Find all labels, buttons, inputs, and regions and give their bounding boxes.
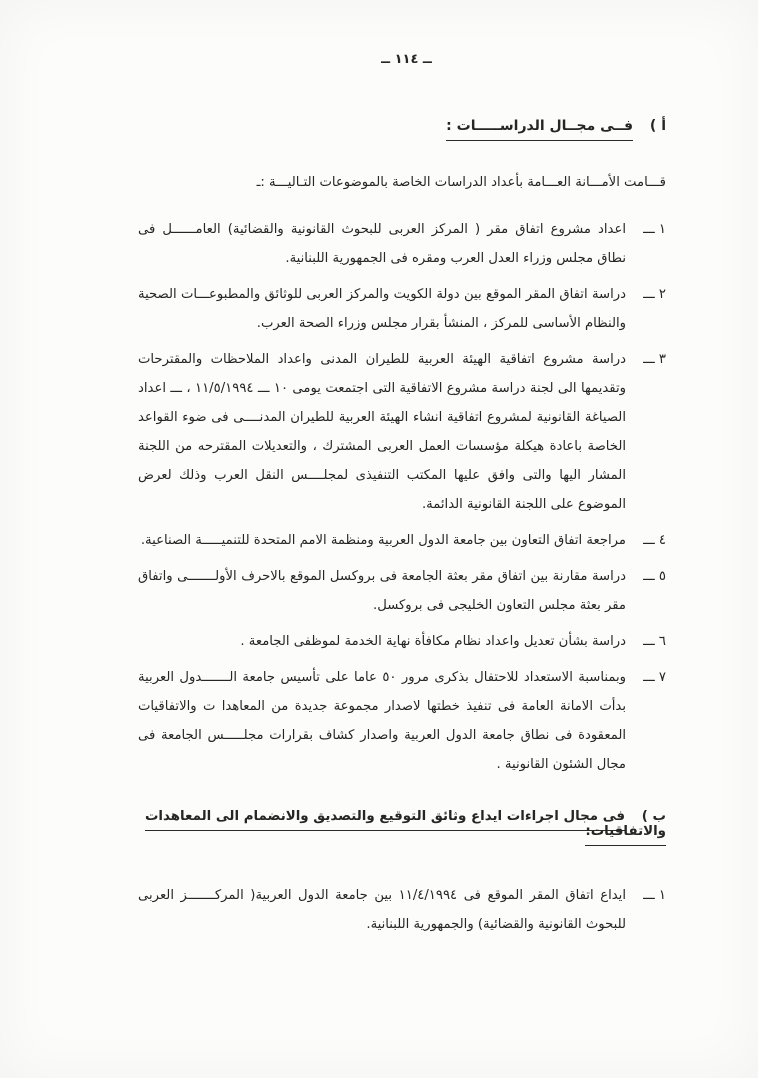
page-content [138,118,666,946]
list-item [138,562,666,620]
item-text: دراسة بشأن تعديل واعداد نظام مكافأة نهاية الخدمة لموظفى الجامعة . [240,634,626,649]
list-item [138,627,666,656]
list-item [138,280,666,338]
section-a-heading [138,118,666,134]
section-a-heading-prefix: أ ) [649,118,666,134]
section-a-heading-title: فــى مجــال الدراســـــات : [446,118,633,141]
section-b-heading-prefix: ب ) [641,809,666,824]
item-number: ٥ ـــ [643,569,666,584]
item-text: اعداد مشروع اتفاق مقر ( المركز العربى للبحوث القانونية والقضائية) العامــــــل فى نطاق مجلس وزراء العدل العرب ومقره فى الجمهورية اللبنانية. [138,222,626,266]
list-item [138,215,666,273]
section-studies [138,118,666,779]
item-text: دراسة اتفاق المقر الموقع بين دولة الكويت والمركز العربى للوثائق والمطبوعـــات الصحية والنظام الأساسى للمركز ، المنشأ بقرار مجلس وزراء الصحة العرب. [138,287,626,331]
section-b-items [138,881,666,939]
section-a-items [138,215,666,779]
list-item [138,345,666,519]
item-number: ١ ـــ [643,222,666,237]
item-number: ٤ ـــ [643,533,666,548]
section-b-heading [138,809,666,839]
item-number: ٢ ـــ [643,287,666,302]
section-b-heading-title: فى مجال اجراءات ايداع وثائق التوقيع والتصديق والانضمام الى المعاهدات والاتفاقيات: [145,809,666,846]
list-item [138,663,666,779]
item-text: وبمناسبة الاستعداد للاحتفال بذكرى مرور ٥٠ عاما على تأسيس جامعة الـــــــدول العربية بدأت الامانة العامة فى تنفيذ خطتها لاصدار مجموعة جديدة من المعاهدا ت والاتفاقيات المعقودة فى نطاق جامعة الدول العربية واصدار كشاف بقرارات مجلـــــس الجامعة فى مجال الشئون القانونية . [138,670,627,772]
list-item [138,881,666,939]
item-text: مراجعة اتفاق التعاون بين جامعة الدول العربية ومنظمة الامم المتحدة للتنميـــــة الصناعية. [140,533,626,548]
item-number: ٦ ـــ [643,634,666,649]
item-text: ايداع اتفاق المقر الموقع فى ١١/٤/١٩٩٤ بين جامعة الدول العربية( المركـــــــز العربى للبحوث القانونية والقضائية) والجمهورية اللبنانية. [138,888,626,932]
section-a-intro: قـــامت الأمـــانة العـــامة بأعداد الدراسات الخاصة بالموضوعات التـاليـــة :ـ [256,175,666,190]
section-deposit-procedures [138,809,666,939]
page-number: ــ ١١٤ ــ [381,52,432,67]
list-item [138,526,666,555]
item-number: ٧ ـــ [643,670,666,685]
item-number: ١ ـــ [643,888,666,903]
item-number: ٣ ـــ [643,352,666,367]
item-text: دراسة مقارنة بين اتفاق مقر بعثة الجامعة فى بروكسل الموقع بالاحرف الأولـــــــى واتفاق مقر بعثة مجلس التعاون الخليجى فى بروكسل. [138,569,626,613]
item-text: دراسة مشروع اتفاقية الهيئة العربية للطيران المدنى واعداد الملاحظات والمقترحات وتقديمها الى لجنة دراسة مشروع الاتفاقية التى اجتمعت يومى ١٠ ـــ ١١/٥/١٩٩٤ ، ـــ اعداد الصياغة القانونية لمشروع اتفاقية انشاء الهيئة العربية للطيران المدنــــى فى ضوء القواعد الخاصة باعادة هيكلة مؤسسات العمل العربى المشترك ، والتعديلات المقترحه من اللجنة المشار اليها والتى وافق عليها المكتب التنفيذى لمجلــــس النقل العرب وذلك لعرض الموضوع على اللجنة القانونية الدائمة. [138,352,626,512]
